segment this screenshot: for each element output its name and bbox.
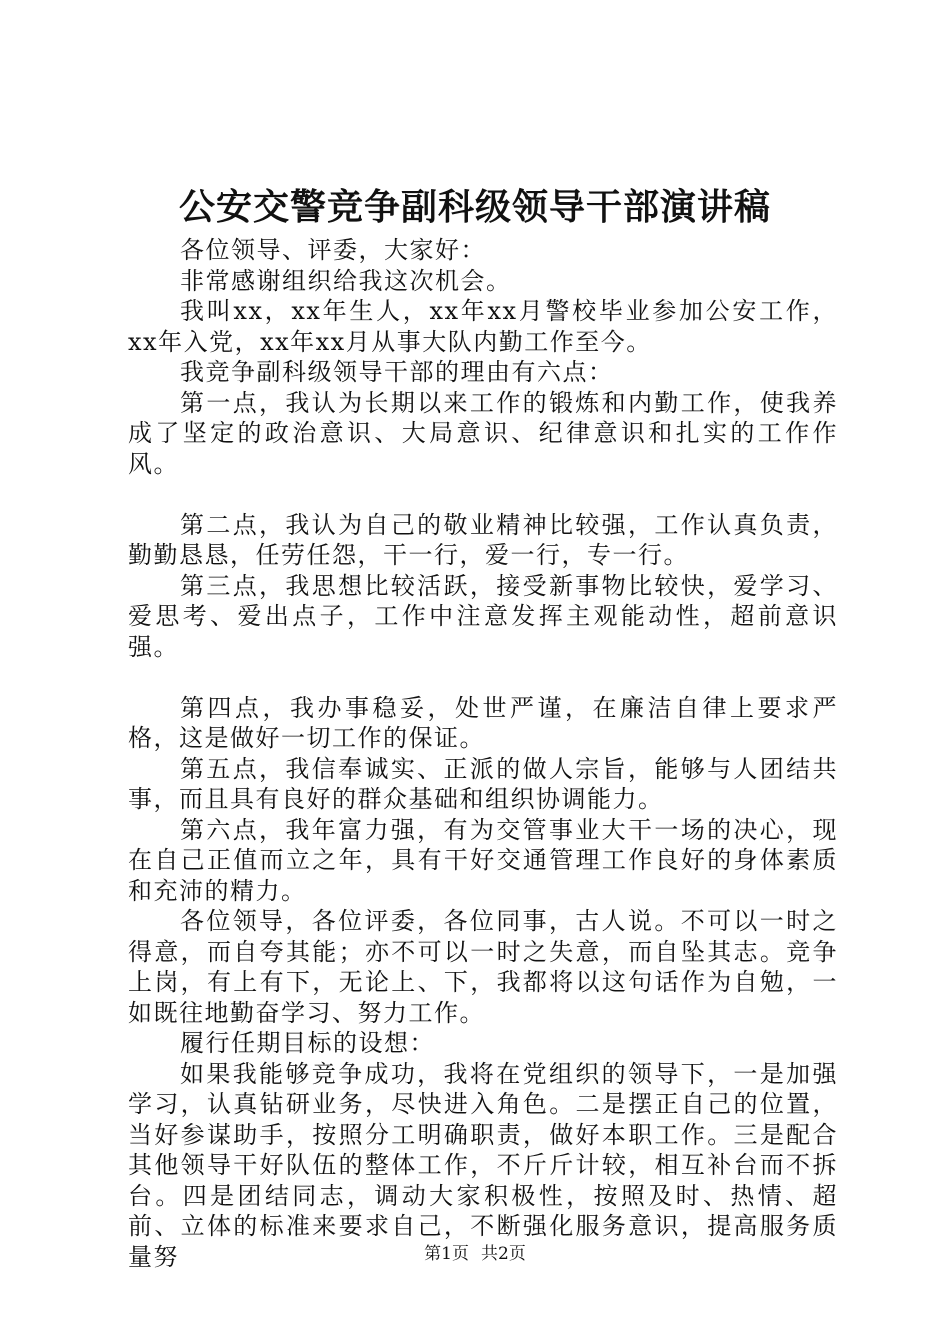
page-total: 共2页 [481,1244,526,1264]
paragraph-goals-heading: 履行任期目标的设想： [180,1029,435,1057]
paragraph-reason-1: 第一点，我认为长期以来工作的锻炼和内勤工作，使我养成了坚定的政治意识、大局意识、纪律意识和扎实的工作作风。 [128,388,838,478]
paragraph-closing-remarks: 各位领导，各位评委，各位同事，古人说。不可以一时之得意，而自夸其能；亦不可以一时之失意，而自坠其志。竞争上岗，有上有下，无论上、下，我都将以这句话作为自勉，一如既往地勤奋学习、努力工作。 [128,907,838,1027]
page-number: 第1页 [424,1244,469,1264]
paragraph-reason-4: 第四点，我办事稳妥，处世严谨，在廉洁自律上要求严格，这是做好一切工作的保证。 [128,693,838,752]
paragraph-reason-6: 第六点，我年富力强，有为交管事业大干一场的决心，现在自己正值而立之年，具有干好交通管理工作良好的身体素质和充沛的精力。 [128,815,838,905]
paragraph-reason-3: 第三点，我思想比较活跃，接受新事物比较快，爱学习、爱思考、爱出点子，工作中注意发挥主观能动性，超前意识强。 [128,571,838,661]
paragraph-reason-5: 第五点，我信奉诚实、正派的做人宗旨，能够与人团结共事，而且具有良好的群众基础和组织协调能力。 [128,754,838,813]
paragraph-greeting: 各位领导、评委，大家好： [180,236,486,264]
paragraph-reasons-intro: 我竞争副科级领导干部的理由有六点： [180,358,614,386]
document-body [128,235,838,1272]
page-footer [0,1243,950,1265]
paragraph-introduction: 我叫xx，xx年生人，xx年xx月警校毕业参加公安工作，xx年入党，xx年xx月从事大队内勤工作至今。 [128,297,838,356]
paragraph-goals: 如果我能够竞争成功，我将在党组织的领导下，一是加强学习，认真钻研业务，尽快进入角色。二是摆正自己的位置，当好参谋助手，按照分工明确职责，做好本职工作。三是配合其他领导干好队伍的整体工作，不斤斤计较，相互补台而不拆台。四是团结同志，调动大家积极性，按照及时、热情、超前、立体的标准来要求自己，不断强化服务意识，提高服务质量努 [128,1059,838,1271]
paragraph-thanks: 非常感谢组织给我这次机会。 [180,266,512,295]
document-title: 公安交警竞争副科级领导干部演讲稿 [178,186,771,228]
paragraph-reason-2: 第二点，我认为自己的敬业精神比较强，工作认真负责，勤勤恳恳，任劳任怨，干一行，爱一行，专一行。 [128,510,838,569]
